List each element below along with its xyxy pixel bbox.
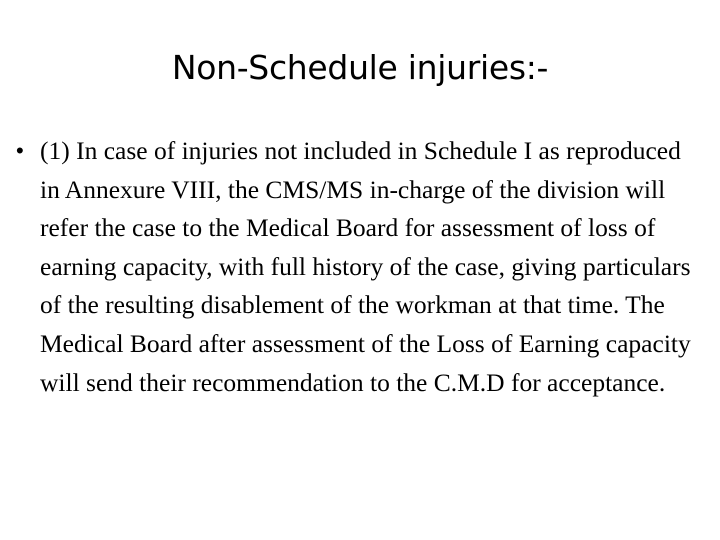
slide-title: Non-Schedule injuries:- xyxy=(171,48,549,87)
bullet-item xyxy=(16,132,700,402)
bullet-list xyxy=(16,132,700,402)
bullet-marker: • xyxy=(16,138,24,163)
bullet-text: (1) In case of injuries not included in Schedule I as reproduced in Annexure VIII, the CMS/MS in-charge of the division will refer the case to the Medical Board for assessment of loss of earning capacity, with full history of the case, giving particulars of the resulting disablement of the workman at that time. The Medical Board after assessment of the Loss of Earning capacity will send their recommendation to the C.M.D for acceptance. xyxy=(40,136,691,397)
